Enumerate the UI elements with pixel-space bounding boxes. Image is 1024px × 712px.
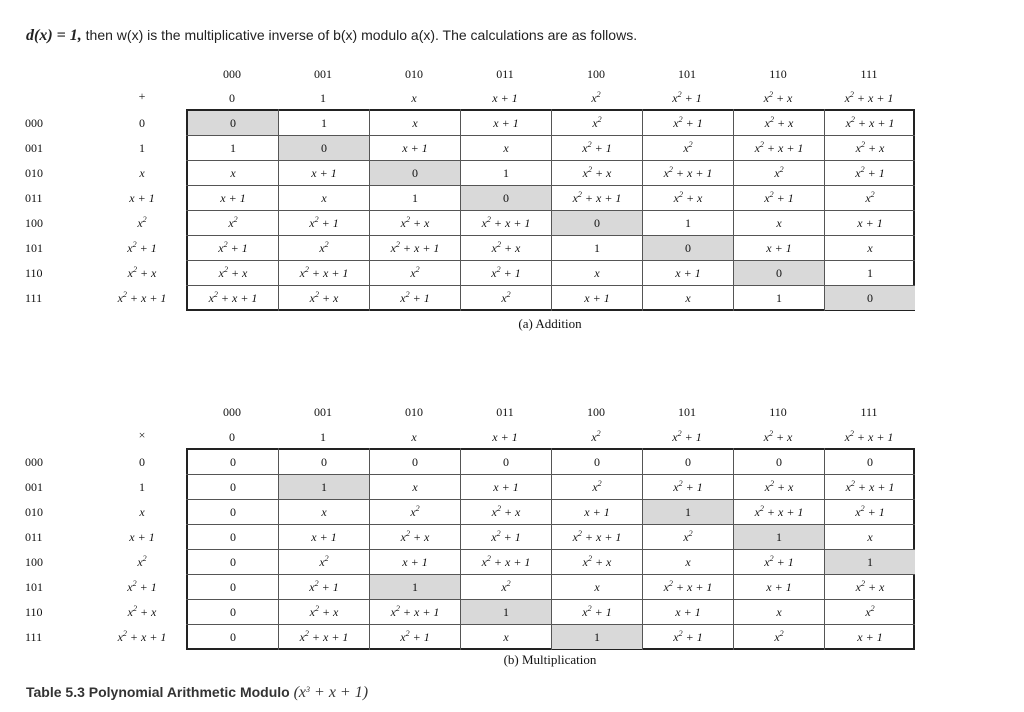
table-cell: 0 (412, 455, 418, 469)
table-cell: $x^2$ (410, 504, 420, 519)
table-cell: $x^2 + x$ (855, 579, 885, 594)
row-bits-label: 110 (25, 605, 43, 619)
table-cell: 1 (776, 291, 782, 305)
column-poly-header: x (411, 430, 417, 444)
table-cell: $x^2 + 1$ (491, 529, 521, 544)
table-cell: 0 (230, 505, 236, 519)
column-bits-header: 111 (860, 405, 878, 419)
table-cell: $x^2$ (683, 529, 693, 544)
table-cell: $x^2$ (774, 165, 784, 180)
table-cell: $x^2 + 1$ (673, 479, 703, 494)
table-cell: $x^2 + x$ (218, 265, 248, 280)
row-bits-label: 101 (25, 241, 43, 255)
table-cell: $x^2 + 1$ (218, 240, 248, 255)
table-cell: $x^2 + 1$ (309, 215, 339, 230)
column-bits-header: 010 (405, 67, 423, 81)
row-bits-label: 100 (25, 216, 43, 230)
row-poly-label: x + 1 (129, 530, 155, 544)
table-cell: x + 1 (857, 630, 883, 644)
table-cell: x (321, 505, 327, 519)
table-cell: $x^2 + x$ (309, 290, 339, 305)
intro-text (26, 27, 637, 45)
column-poly-header: x + 1 (492, 91, 518, 105)
row-poly-label: $x^2 + 1$ (127, 240, 157, 255)
table-cell: x (503, 141, 509, 155)
column-bits-header: 101 (678, 67, 696, 81)
row-poly-label: $x^2 + x + 1$ (117, 629, 167, 644)
table-cell: 0 (412, 166, 418, 180)
table-cell: 0 (503, 455, 509, 469)
table-cell: 1 (503, 166, 509, 180)
table-cell: x (321, 191, 327, 205)
table-cell: $x^2$ (592, 115, 602, 130)
table-cell: 0 (594, 216, 600, 230)
column-poly-header: 1 (320, 430, 326, 444)
table-cell: 1 (321, 480, 327, 494)
table-cell: x (412, 480, 418, 494)
row-bits-label: 000 (25, 455, 43, 469)
table-cell: x + 1 (675, 266, 701, 280)
table-cell: 0 (230, 555, 236, 569)
table-cell: $x^2 + x$ (491, 504, 521, 519)
row-bits-label: 101 (25, 580, 43, 594)
table-cell: 0 (867, 291, 873, 305)
row-poly-label: $x^2 + x$ (127, 604, 157, 619)
table-cell: 0 (776, 266, 782, 280)
table-cell: $x^2$ (319, 554, 329, 569)
row-bits-label: 010 (25, 166, 43, 180)
table-cell: 0 (230, 630, 236, 644)
table-cell: 0 (230, 605, 236, 619)
column-poly-header: $x^2 + x$ (763, 90, 793, 105)
table-cell: 0 (503, 191, 509, 205)
table-cell: x + 1 (402, 141, 428, 155)
operator-symbol: × (138, 428, 146, 442)
table-cell: 1 (867, 266, 873, 280)
table-cell: 1 (230, 141, 236, 155)
table-cell: $x^2 + x + 1$ (481, 554, 531, 569)
table-cell: x + 1 (584, 291, 610, 305)
table-cell: $x^2 + 1$ (673, 629, 703, 644)
column-poly-header: $x^2 + x + 1$ (844, 429, 894, 444)
row-poly-label: 0 (139, 116, 145, 130)
table-cell: 0 (230, 580, 236, 594)
table-cell: $x^2 + x + 1$ (390, 240, 440, 255)
column-bits-header: 001 (314, 67, 332, 81)
table-cell: $x^2 + x + 1$ (299, 265, 349, 280)
table-cell: $x^2 + x$ (673, 190, 703, 205)
table-cell: 1 (867, 555, 873, 569)
table-cell: x (412, 116, 418, 130)
table-cell: $x^2 + 1$ (764, 554, 794, 569)
column-bits-header: 000 (223, 405, 241, 419)
table-cell: $x^2$ (865, 190, 875, 205)
table-cell: $x^2 + x$ (764, 115, 794, 130)
row-bits-label: 011 (25, 530, 43, 544)
column-bits-header: 101 (678, 405, 696, 419)
column-bits-header: 100 (587, 405, 605, 419)
table-cell: $x^2 + x + 1$ (845, 479, 895, 494)
table-cell: $x^2 + 1$ (582, 140, 612, 155)
column-poly-header: $x^2 + 1$ (672, 429, 702, 444)
table-cell: 1 (412, 191, 418, 205)
table-cell: $x^2 + x + 1$ (208, 290, 258, 305)
table-cell: x + 1 (220, 191, 246, 205)
column-bits-header: 111 (860, 67, 878, 81)
column-bits-header: 010 (405, 405, 423, 419)
table-cell: $x^2 + x$ (764, 479, 794, 494)
table-cell: $x^2 + 1$ (400, 290, 430, 305)
table-cell: $x^2 + x$ (491, 240, 521, 255)
table-cell: 0 (685, 455, 691, 469)
table-cell: $x^2 + 1$ (855, 165, 885, 180)
table-cell: x (776, 605, 782, 619)
table-cell: 0 (230, 116, 236, 130)
row-poly-label: $x^2 + x$ (127, 265, 157, 280)
table-cell: x (867, 530, 873, 544)
table-cell: $x^2 + x + 1$ (481, 215, 531, 230)
table-cell: $x^2 + x$ (309, 604, 339, 619)
table-cell: 1 (685, 216, 691, 230)
table-cell: $x^2 + x + 1$ (754, 504, 804, 519)
table-cell: x + 1 (857, 216, 883, 230)
intro-condition: d(x) = 1, (26, 27, 82, 44)
table-cell: $x^2$ (501, 579, 511, 594)
row-poly-label: $x^2 + x + 1$ (117, 290, 167, 305)
table-caption-label: Table 5.3 Polynomial Arithmetic Modulo (26, 684, 294, 700)
table-cell: x + 1 (766, 241, 792, 255)
table-cell: x + 1 (311, 166, 337, 180)
table-cell: x (776, 216, 782, 230)
table-cell: x + 1 (402, 555, 428, 569)
table-cell: 0 (594, 455, 600, 469)
column-poly-header: $x^2$ (591, 90, 601, 105)
table-cell: x (867, 241, 873, 255)
column-bits-header: 001 (314, 405, 332, 419)
table-cell: x + 1 (584, 505, 610, 519)
table-cell: $x^2 + x + 1$ (390, 604, 440, 619)
table-cell: 0 (230, 455, 236, 469)
table-cell: x + 1 (493, 480, 519, 494)
row-poly-label: 0 (139, 455, 145, 469)
row-poly-label: x (139, 505, 145, 519)
table-cell: $x^2$ (592, 479, 602, 494)
table-cell: 0 (321, 141, 327, 155)
row-bits-label: 111 (25, 291, 43, 305)
table-modulus: $(x^3 + x + 1)$ (293, 684, 369, 701)
row-bits-label: 011 (25, 191, 43, 205)
table-cell: $x^2 + 1$ (673, 115, 703, 130)
column-poly-header: $x^2 + x + 1$ (844, 90, 894, 105)
table-cell: $x^2$ (865, 604, 875, 619)
row-poly-label: x (139, 166, 145, 180)
row-bits-label: 110 (25, 266, 43, 280)
table-cell: $x^2 + x + 1$ (663, 579, 713, 594)
table-cell: $x^2 + 1$ (400, 629, 430, 644)
column-poly-header: 0 (229, 91, 235, 105)
table-cell: $x^2 + x + 1$ (663, 165, 713, 180)
table-cell: $x^2 + x + 1$ (754, 140, 804, 155)
table-cell: $x^2 + x$ (582, 554, 612, 569)
table-cell: $x^2 + 1$ (582, 604, 612, 619)
table-cell: $x^2$ (319, 240, 329, 255)
operator-symbol: + (138, 89, 146, 103)
table-cell: $x^2 + x$ (400, 529, 430, 544)
table-cell: $x^2$ (501, 290, 511, 305)
table-cell: 1 (776, 530, 782, 544)
table-cell: 0 (230, 530, 236, 544)
table-subcaption: (a) Addition (518, 316, 582, 331)
table-cell: $x^2 + x + 1$ (299, 629, 349, 644)
table-cell: x (685, 555, 691, 569)
table-cell: 0 (685, 241, 691, 255)
table-cell: 1 (594, 241, 600, 255)
table-cell: x + 1 (675, 605, 701, 619)
table-cell: $x^2$ (410, 265, 420, 280)
row-bits-label: 111 (25, 630, 43, 644)
table-caption (26, 684, 368, 702)
table-cell: $x^2 + x$ (582, 165, 612, 180)
row-poly-label: 1 (139, 141, 145, 155)
table-cell: $x^2 + 1$ (855, 504, 885, 519)
table-cell: 1 (503, 605, 509, 619)
table-cell: 1 (412, 580, 418, 594)
table-cell: $x^2 + x + 1$ (572, 529, 622, 544)
table-cell: $x^2$ (774, 629, 784, 644)
table-subcaption: (b) Multiplication (503, 652, 597, 667)
table-cell: x (594, 266, 600, 280)
row-bits-label: 010 (25, 505, 43, 519)
row-poly-label: x + 1 (129, 191, 155, 205)
table-cell: x + 1 (766, 580, 792, 594)
table-cell: $x^2 + 1$ (764, 190, 794, 205)
column-poly-header: $x^2 + x$ (763, 429, 793, 444)
table-cell: 0 (230, 480, 236, 494)
table-cell: $x^2 + x$ (855, 140, 885, 155)
row-bits-label: 000 (25, 116, 43, 130)
column-poly-header: $x^2$ (591, 429, 601, 444)
row-bits-label: 001 (25, 141, 43, 155)
column-bits-header: 000 (223, 67, 241, 81)
table-cell: $x^2 + 1$ (491, 265, 521, 280)
row-poly-label: 1 (139, 480, 145, 494)
table-cell: $x^2 + x$ (400, 215, 430, 230)
column-poly-header: 0 (229, 430, 235, 444)
row-poly-label: $x^2$ (137, 554, 147, 569)
table-cell: $x^2$ (683, 140, 693, 155)
column-bits-header: 110 (769, 67, 787, 81)
table-cell: $x^2 + 1$ (309, 579, 339, 594)
table-cell: x (503, 630, 509, 644)
table-cell: $x^2 + x + 1$ (572, 190, 622, 205)
table-cell: 0 (321, 455, 327, 469)
table-cell: x (685, 291, 691, 305)
table-cell: $x^2 + x + 1$ (845, 115, 895, 130)
row-poly-label: $x^2 + 1$ (127, 579, 157, 594)
table-cell: 1 (685, 505, 691, 519)
table-cell: $x^2$ (228, 215, 238, 230)
column-poly-header: x (411, 91, 417, 105)
row-bits-label: 001 (25, 480, 43, 494)
column-poly-header: 1 (320, 91, 326, 105)
table-cell: 1 (594, 630, 600, 644)
column-bits-header: 011 (496, 67, 514, 81)
table-cell: x (230, 166, 236, 180)
column-bits-header: 110 (769, 405, 787, 419)
row-poly-label: $x^2$ (137, 215, 147, 230)
column-poly-header: $x^2 + 1$ (672, 90, 702, 105)
intro-body: then w(x) is the multiplicative inverse of b(x) modulo a(x). The calculations are as follows. (81, 27, 638, 43)
table-cell: x (594, 580, 600, 594)
table-cell: x + 1 (493, 116, 519, 130)
table-cell: 0 (776, 455, 782, 469)
table-cell: 0 (867, 455, 873, 469)
column-bits-header: 100 (587, 67, 605, 81)
column-bits-header: 011 (496, 405, 514, 419)
table-cell: x + 1 (311, 530, 337, 544)
row-bits-label: 100 (25, 555, 43, 569)
column-poly-header: x + 1 (492, 430, 518, 444)
table-cell: 1 (321, 116, 327, 130)
